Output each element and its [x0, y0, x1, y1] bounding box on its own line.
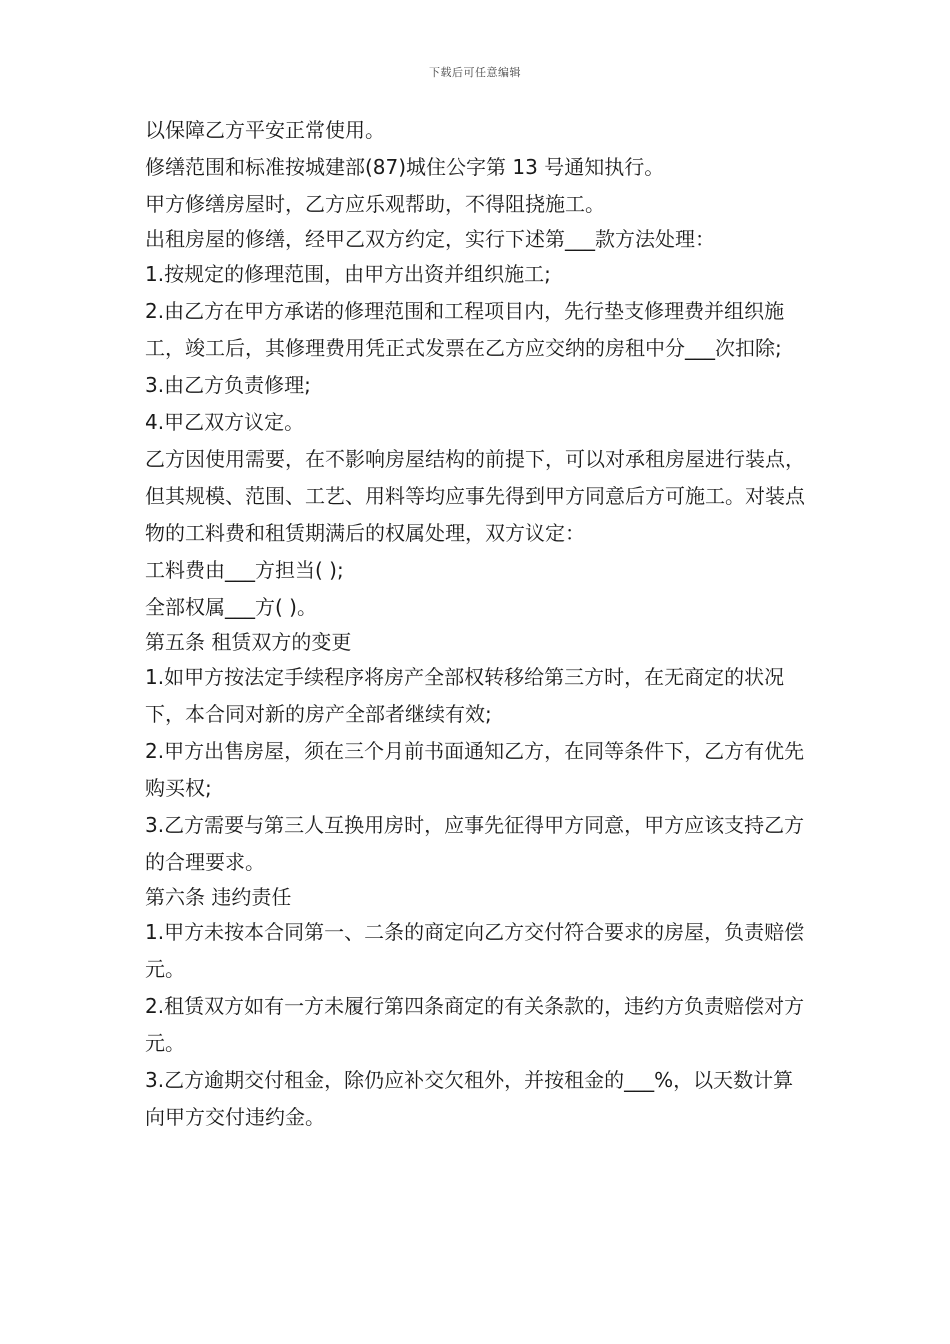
list-item: 1.按规定的修理范围，由甲方出资并组织施工;: [145, 262, 551, 286]
list-item: 2.甲方出售房屋，须在三个月前书面通知乙方，在同等条件下，乙方有优先购买权;: [145, 739, 805, 800]
paragraph: 修缮范围和标准按城建部(87)城住公字第 13 号通知执行。: [145, 155, 665, 179]
paragraph: 乙方因使用需要，在不影响房屋结构的前提下，可以对承租房屋进行装点，但其规模、范围、工艺、用料等均应事先得到甲方同意后方可施工。对装点物的工料费和租赁期满后的权属处理，双方议定：: [145, 447, 805, 545]
page-header-note: 下载后可任意编辑: [429, 66, 521, 79]
section-heading: 第六条 违约责任: [145, 885, 292, 909]
paragraph: 出租房屋的修缮，经甲乙双方约定，实行下述第___款方法处理：: [145, 227, 715, 251]
list-item: 2.租赁双方如有一方未履行第四条商定的有关条款的，违约方负责赔偿对方元。: [145, 994, 805, 1055]
list-item: 3.乙方需要与第三人互换用房时，应事先征得甲方同意，甲方应该支持乙方的合理要求。: [145, 813, 805, 874]
paragraph: 甲方修缮房屋时，乙方应乐观帮助，不得阻挠施工。: [145, 192, 605, 216]
list-item: 1.甲方未按本合同第一、二条的商定向乙方交付符合要求的房屋，负责赔偿元。: [145, 920, 805, 981]
paragraph: 全部权属___方( )。: [145, 595, 317, 619]
list-item: 3.由乙方负责修理;: [145, 373, 311, 397]
paragraph: 工料费由___方担当( );: [145, 558, 344, 582]
section-heading: 第五条 租赁双方的变更: [145, 630, 352, 654]
list-item: 4.甲乙双方议定。: [145, 410, 305, 434]
list-item: 2.由乙方在甲方承诺的修理范围和工程项目内，先行垫支修理费并组织施工，竣工后，其修理费用凭正式发票在乙方应交纳的房租中分___次扣除;: [145, 299, 785, 360]
list-item: 1.如甲方按法定手续程序将房产全部权转移给第三方时，在无商定的状况下，本合同对新的房产全部者继续有效;: [145, 665, 785, 726]
document-body: [145, 112, 810, 1136]
paragraph: 以保障乙方平安正常使用。: [145, 118, 385, 142]
list-item: 3.乙方逾期交付租金，除仍应补交欠租外，并按租金的___%，以天数计算向甲方交付违约金。: [145, 1068, 794, 1129]
